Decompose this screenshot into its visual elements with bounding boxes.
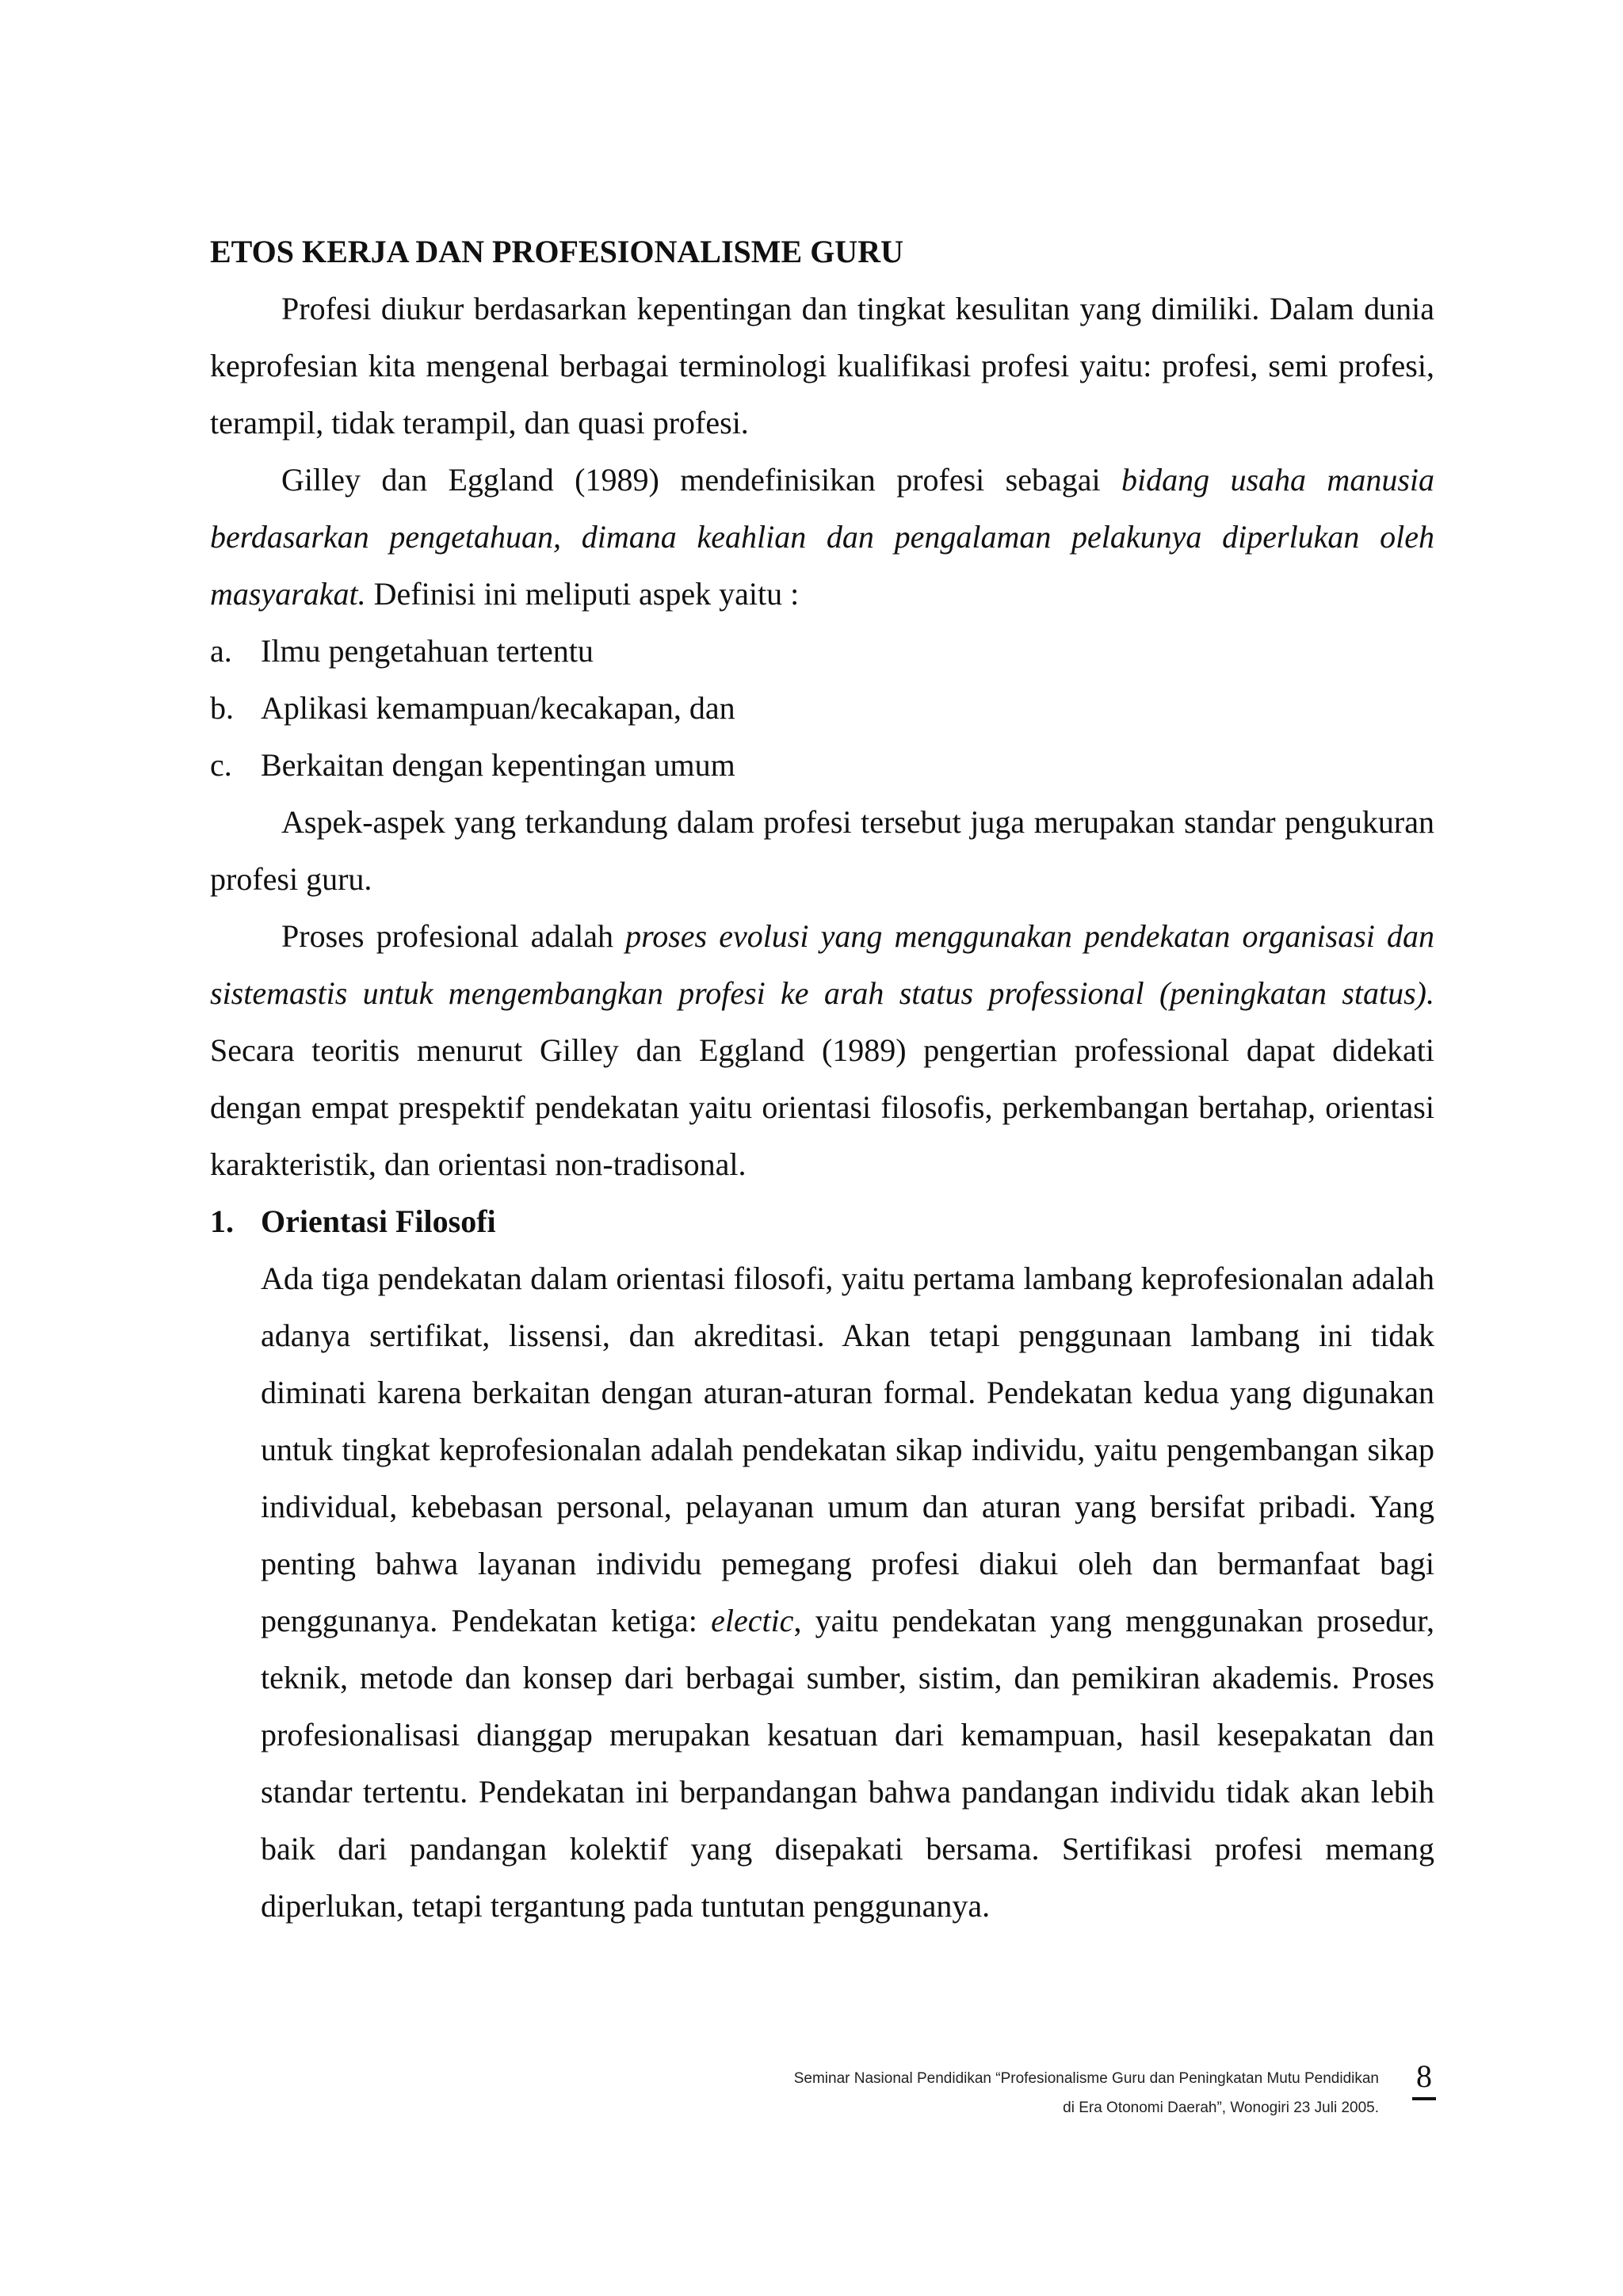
paragraph-1: Profesi diukur berdasarkan kepentingan dan tingkat kesulitan yang dimiliki. Dalam dunia keprofesian kita mengenal berbagai terminologi kualifikasi profesi yaitu: profesi, semi profesi, terampil, tidak terampil, dan quasi profesi. xyxy=(210,291,1434,441)
paragraph-4-tail: Secara teoritis menurut Gilley dan Eggland (1989) pengertian professional dapat didekati dengan empat prespektif pendekatan yaitu orientasi filosofis, perkembangan bertahap, orientasi karakteristik, dan orientasi non-tradisonal. xyxy=(210,1032,1434,1182)
page-footer xyxy=(555,2064,1379,2122)
section-number: 1. xyxy=(210,1203,234,1239)
list-text: Berkaitan dengan kepentingan umum xyxy=(261,747,735,783)
list-marker: a. xyxy=(210,633,232,669)
paragraph-2-lead: Gilley dan Eggland (1989) mendefinisikan profesi sebagai xyxy=(281,462,1121,498)
document-title: ETOS KERJA DAN PROFESIONALISME GURU xyxy=(210,234,903,269)
list-item xyxy=(210,623,1434,680)
paragraph-4 xyxy=(210,908,1434,1193)
section-body-tail: , yaitu pendekatan yang menggunakan prosedur, teknik, metode dan konsep dari berbagai sumber, sistim, dan pemikiran akademis. Proses profesionalisasi dianggap merupakan kesatuan dari kemampuan, hasil kesepakatan dan standar tertentu. Pendekatan ini berpandangan bahwa pandangan individu tidak akan lebih baik dari pandangan kolektif yang disepakati bersama. Sertifikasi profesi memang diperlukan, tetapi tergantung pada tuntutan penggunanya. xyxy=(261,1603,1435,1924)
list-item xyxy=(210,737,1434,794)
paragraph-4-lead: Proses profesional adalah xyxy=(281,918,626,954)
section-title: Orientasi Filosofi xyxy=(261,1203,496,1239)
section-body xyxy=(210,1250,1434,1935)
paragraph-2-definition: bidang usaha manusia berdasarkan pengetahuan, dimana keahlian dan pengalaman pelakunya diperlukan oleh masyarakat. xyxy=(210,462,1434,612)
list-marker: c. xyxy=(210,747,232,783)
footer-line-2: di Era Otonomi Daerah”, Wonogiri 23 Juli 2005. xyxy=(1063,2100,1379,2116)
footer-line-1: Seminar Nasional Pendidikan “Profesionalisme Guru dan Peningkatan Mutu Pendidikan xyxy=(793,2070,1379,2087)
document-content xyxy=(210,223,1434,1935)
list-text: Ilmu pengetahuan tertentu xyxy=(261,633,594,669)
paragraph-2 xyxy=(210,452,1434,623)
paragraph-3: Aspek-aspek yang terkandung dalam profesi tersebut juga merupakan standar pengukuran profesi guru. xyxy=(210,804,1434,897)
list-marker: b. xyxy=(210,690,234,726)
page-number: 8 xyxy=(1412,2058,1436,2100)
section-body-term: electic xyxy=(711,1603,794,1638)
list-item xyxy=(210,680,1434,737)
section-body-lead: Ada tiga pendekatan dalam orientasi filosofi, yaitu pertama lambang keprofesionalan adalah adanya sertifikat, lissensi, dan akreditasi. Akan tetapi penggunaan lambang ini tidak diminati karena berkaitan dengan aturan-aturan formal. Pendekatan kedua yang digunakan untuk tingkat keprofesionalan adalah pendekatan sikap individu, yaitu pengembangan sikap individual, kebebasan personal, pelayanan umum dan aturan yang bersifat pribadi. Yang penting bahwa layanan individu pemegang profesi diakui oleh dan bermanfaat bagi penggunanya. Pendekatan ketiga: xyxy=(261,1261,1434,1638)
paragraph-4-definition: proses evolusi yang menggunakan pendekatan organisasi dan sistemastis untuk mengembangkan profesi ke arah status professional (peningkatan status). xyxy=(210,918,1434,1011)
list-text: Aplikasi kemampuan/kecakapan, dan xyxy=(261,690,735,726)
paragraph-2-tail: Definisi ini meliputi aspek yaitu : xyxy=(365,576,800,612)
section-heading xyxy=(210,1193,1434,1250)
